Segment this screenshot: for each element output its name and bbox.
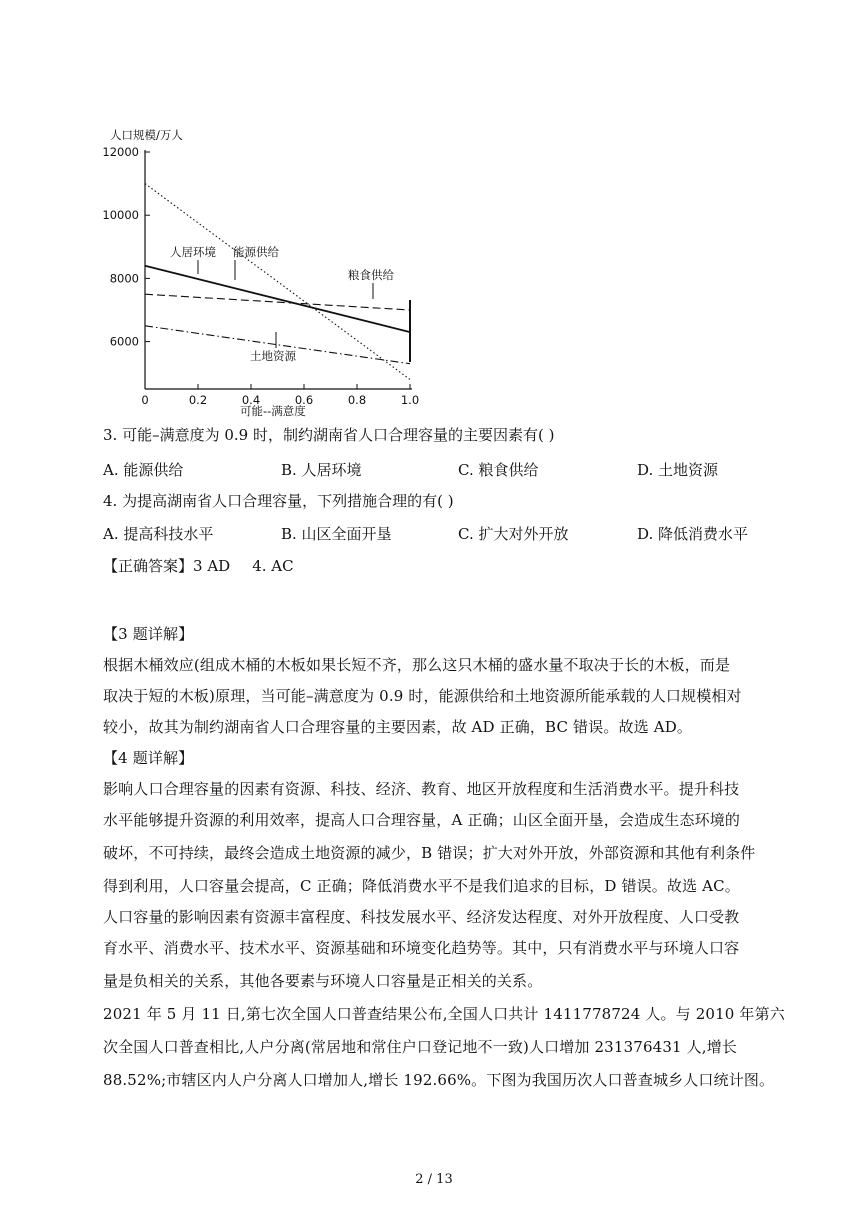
detail-3-line: 较小，故其为制约湖南省人口合理容量的主要因素，故 AD 正确，BC 错误。故选 AD。: [103, 718, 693, 736]
y-tick-label: 12000: [102, 145, 139, 159]
next-question-line: 88.52%;市辖区内人户分离人口增加人,增长 192.66%。下图为我国历次人口普查城乡人口统计图。: [103, 1071, 775, 1089]
population-chart: [90, 122, 450, 422]
detail-4-line: 人口容量的影响因素有资源丰富程度、科技发展水平、经济发达程度、对外开放程度、人口受教: [103, 908, 740, 926]
q3-option-c: C. 粮食供给: [458, 461, 539, 479]
y-tick-label: 8000: [109, 271, 139, 286]
answer-line: [103, 556, 294, 576]
detail-4-line: 得到利用，人口容量会提高，C 正确；降低消费水平不是我们追求的目标，D 错误。故选 AC。: [103, 877, 740, 895]
detail-3-line: 根据木桶效应(组成木桶的木板如果长短不齐，那么这只木桶的盛水量不取决于长的木板，而是: [103, 656, 731, 674]
series-line-2: [145, 294, 410, 310]
x-axis-label: 可能--满意度: [240, 404, 306, 418]
y-tick-label: 6000: [109, 334, 139, 349]
series-label-tudiziyuan: 土地资源: [250, 349, 296, 363]
detail-4-line: 育水平、消费水平、技术水平、资源基础和环境变化趋势等。其中，只有消费水平与环境人口容: [103, 939, 740, 957]
detail-4-line: 影响人口合理容量的因素有资源、科技、经济、教育、地区开放程度和生活消费水平。提升科技: [103, 780, 740, 798]
detail-3-title: 【3 题详解】: [103, 625, 194, 643]
x-tick-label: 0.4: [241, 393, 261, 407]
q4-option-c: C. 扩大对外开放: [458, 525, 569, 543]
detail-4-line: 水平能够提升资源的利用效率，提高人口合理容量，A 正确；山区全面开垦，会造成生态环境的: [103, 811, 741, 829]
q3-option-d: D. 土地资源: [637, 461, 719, 479]
next-question-line: 次全国人口普查相比,人户分离(常居地和常住户口登记地不一致)人口增加 231376431 人,增长: [103, 1038, 738, 1056]
q3-option-b: B. 人居环境: [281, 461, 362, 479]
detail-4-title: 【4 题详解】: [103, 749, 194, 767]
answer-4: 4. AC: [252, 557, 294, 575]
series-label-nengyuangongji: 能源供给: [233, 245, 279, 259]
page-number: 2 / 13: [415, 1172, 453, 1187]
answer-3: 3 AD: [193, 557, 231, 575]
detail-4-line: 破坏，不可持续，最终会造成土地资源的减少，B 错误；扩大对外开放，外部资源和其他有利条件: [103, 844, 756, 862]
series-label-renjuhuanjing: 人居环境: [170, 245, 216, 259]
x-tick-label: 0: [141, 393, 149, 407]
x-tick-label: 0.2: [188, 393, 208, 407]
q4-option-b: B. 山区全面开垦: [281, 525, 392, 543]
q4-option-a: A. 提高科技水平: [103, 525, 214, 543]
q3-option-a: A. 能源供给: [103, 461, 184, 479]
y-tick-label: 10000: [102, 208, 139, 223]
question-4-stem: 4. 为提高湖南省人口合理容量，下列措施合理的有( ): [103, 492, 454, 510]
question-3-stem: 3. 可能–满意度为 0.9 时，制约湖南省人口合理容量的主要因素有( ): [103, 426, 555, 444]
x-tick-label: 1.0: [400, 393, 420, 407]
series-label-liangshigongji: 粮食供给: [348, 268, 394, 282]
x-tick-label: 0.6: [294, 393, 314, 407]
answer-label: 【正确答案】: [103, 557, 194, 575]
q4-option-d: D. 降低消费水平: [637, 525, 749, 543]
detail-3-line: 取决于短的木板)原理，当可能–满意度为 0.9 时，能源供给和土地资源所能承载的人口规模相对: [103, 687, 742, 705]
next-question-line: 2021 年 5 月 11 日,第七次全国人口普查结果公布,全国人口共计 1411778724 人。与 2010 年第六: [103, 1005, 785, 1023]
y-axis-label: 人口规模/万人: [110, 128, 183, 142]
x-tick-label: 0.8: [347, 393, 367, 407]
detail-4-line: 量是负相关的关系，其他各要素与环境人口容量是正相关的关系。: [103, 972, 543, 990]
